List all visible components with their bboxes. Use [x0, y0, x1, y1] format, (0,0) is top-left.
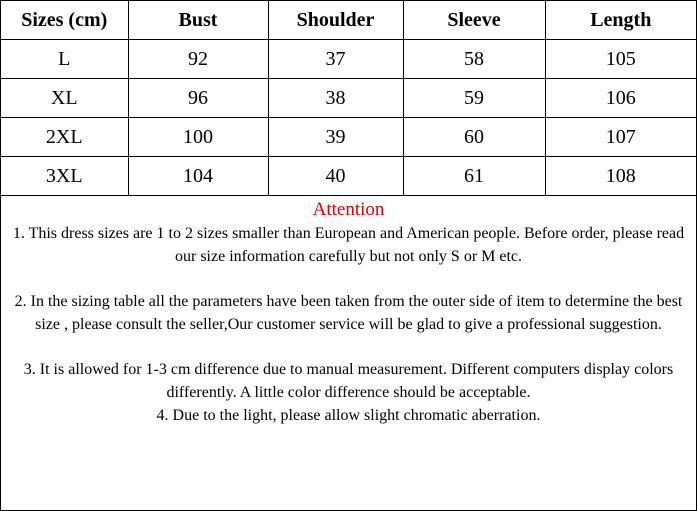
size-cell: 3XL	[1, 157, 128, 196]
spacer	[3, 336, 694, 358]
note-3: 3. It is allowed for 1-3 cm difference due to manual measurement. Different computers display colors differently. A little color difference should be acceptable.	[23, 361, 674, 401]
length-cell: 107	[545, 118, 696, 157]
header-bust: Bust	[128, 1, 268, 40]
header-sizes: Sizes (cm)	[1, 1, 128, 40]
note-1: 1. This dress sizes are 1 to 2 sizes smaller than European and American people. Before order, please read our size information carefully but not only S or M etc.	[12, 225, 685, 265]
bust-cell: 92	[128, 40, 268, 79]
bust-cell: 96	[128, 79, 268, 118]
table-row	[1, 79, 696, 118]
header-sleeve: Sleeve	[403, 1, 545, 40]
size-cell: 2XL	[1, 118, 128, 157]
shoulder-cell: 37	[268, 40, 403, 79]
length-cell: 108	[545, 157, 696, 196]
header-length: Length	[545, 1, 696, 40]
shoulder-cell: 39	[268, 118, 403, 157]
bust-cell: 100	[128, 118, 268, 157]
length-cell: 106	[545, 79, 696, 118]
note-2: 2. In the sizing table all the parameters have been taken from the outer side of item to determine the best size , please consult the seller,Our customer service will be glad to give a professional suggestion.	[14, 293, 683, 333]
table-row	[1, 118, 696, 157]
table-header-row	[1, 1, 696, 40]
note-4: 4. Due to the light, please allow slight chromatic aberration.	[156, 407, 541, 424]
spacer	[3, 268, 694, 290]
length-cell: 105	[545, 40, 696, 79]
notes-section	[1, 196, 696, 427]
table-row	[1, 40, 696, 79]
attention-heading: Attention	[312, 199, 385, 220]
bust-cell: 104	[128, 157, 268, 196]
size-table	[1, 1, 696, 196]
sleeve-cell: 59	[403, 79, 545, 118]
shoulder-cell: 38	[268, 79, 403, 118]
sleeve-cell: 61	[403, 157, 545, 196]
sleeve-cell: 60	[403, 118, 545, 157]
shoulder-cell: 40	[268, 157, 403, 196]
table-row	[1, 157, 696, 196]
size-cell: XL	[1, 79, 128, 118]
header-shoulder: Shoulder	[268, 1, 403, 40]
sleeve-cell: 58	[403, 40, 545, 79]
size-cell: L	[1, 40, 128, 79]
